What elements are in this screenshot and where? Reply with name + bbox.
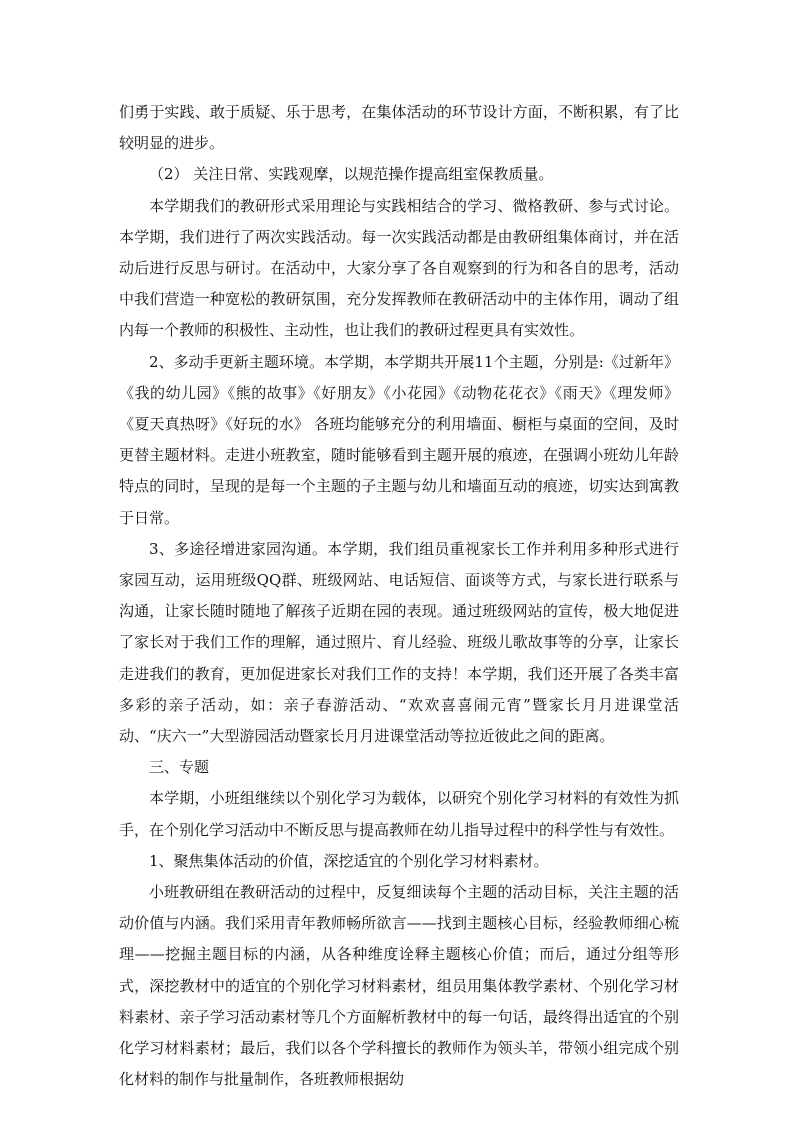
- paragraph-home-school-communication: 3、多途径增进家园沟通。本学期，我们组员重视家长工作并利用多种形式进行家园互动，运用班级QQ群、班级网站、电话短信、面谈等方式，与家长进行联系与沟通，让家长随时随地了解孩子近期在园的表现。通过班级网站的宣传，极大地促进了家长对于我们工作的理解，通过照片、育儿经验、班级儿歌故事等的分享，让家长走进我们的教育，更加促进家长对我们工作的支持！本学期，我们还开展了各类丰富多彩的亲子活动，如：亲子春游活动、“欢欢喜喜闹元宵”暨家长月月进课堂活动、“庆六一”大型游园活动暨家长月月进课堂活动等拉近彼此之间的距离。: [119, 539, 679, 746]
- subheading-collective-activity-value: 1、聚焦集体活动的价值，深挖适宜的个别化学习材料素材。: [149, 851, 549, 870]
- paragraph-special-topic-intro: 本学期，小班组继续以个别化学习为载体，以研究个别化学习材料的有效性为抓手，在个别化学习活动中不断反思与提高教师在幼儿指导过程中的科学性与有效性。: [119, 789, 679, 839]
- paragraph-research-format: 本学期我们的教研形式采用理论与实践相结合的学习、微格教研、参与式讨论。本学期，我们进行了两次实践活动。每一次实践活动都是由教研组集体商讨，并在活动后进行反思与研讨。在活动中，大家分享了各自观察到的行为和各自的思考，活动中我们营造一种宽松的教研氛围，充分发挥教师在教研活动中的主体作用，调动了组内每一个教师的积极性、主动性，也让我们的教研过程更具有实效性。: [119, 196, 679, 340]
- paragraph-teaching-research-process: 小班教研组在教研活动的过程中，反复细读每个主题的活动目标，关注主题的活动价值与内涵。我们采用青年教师畅所欲言——找到主题核心目标，经验教师细心梳理——挖掘主题目标的内涵，从各种维度诠释主题核心价值；而后，通过分组等形式，深挖教材中的适宜的个别化学习材料素材，组员用集体教学素材、个别化学习材料素材、亲子学习活动素材等几个方面解析教材中的每一句话，最终得出适宜的个别化学习材料素材；最后，我们以各个学科擅长的教师作为领头羊，带领小组完成个别化材料的制作与批量制作，各班教师根据幼: [119, 883, 679, 1089]
- paragraph-continuation: 们勇于实践、敢于质疑、乐于思考，在集体活动的环节设计方面，不断积累，有了比较明显的进步。: [119, 103, 679, 153]
- section-heading-special-topic: 三、专题: [149, 758, 210, 777]
- section-heading-daily-practice: （2） 关注日常、实践观摩，以规范操作提高组室保教质量。: [149, 165, 554, 184]
- document-page: [119, 97, 679, 1096]
- paragraph-theme-environment: 2、多动手更新主题环境。本学期，本学期共开展11个主题，分别是:《过新年》《我的幼儿园》《熊的故事》《好朋友》《小花园》《动物花花衣》《雨天》《理发师》《夏天真热呀》《好玩的水》 各班均能够充分的利用墙面、橱柜与桌面的空间，及时更替主题材料。走进小班教室，随时能够看到主题开展的痕迹，在强调小班幼儿年龄特点的同时，呈现的是每一个主题的子主题与幼儿和墙面互动的痕迹，切实达到寓教于日常。: [119, 352, 679, 527]
